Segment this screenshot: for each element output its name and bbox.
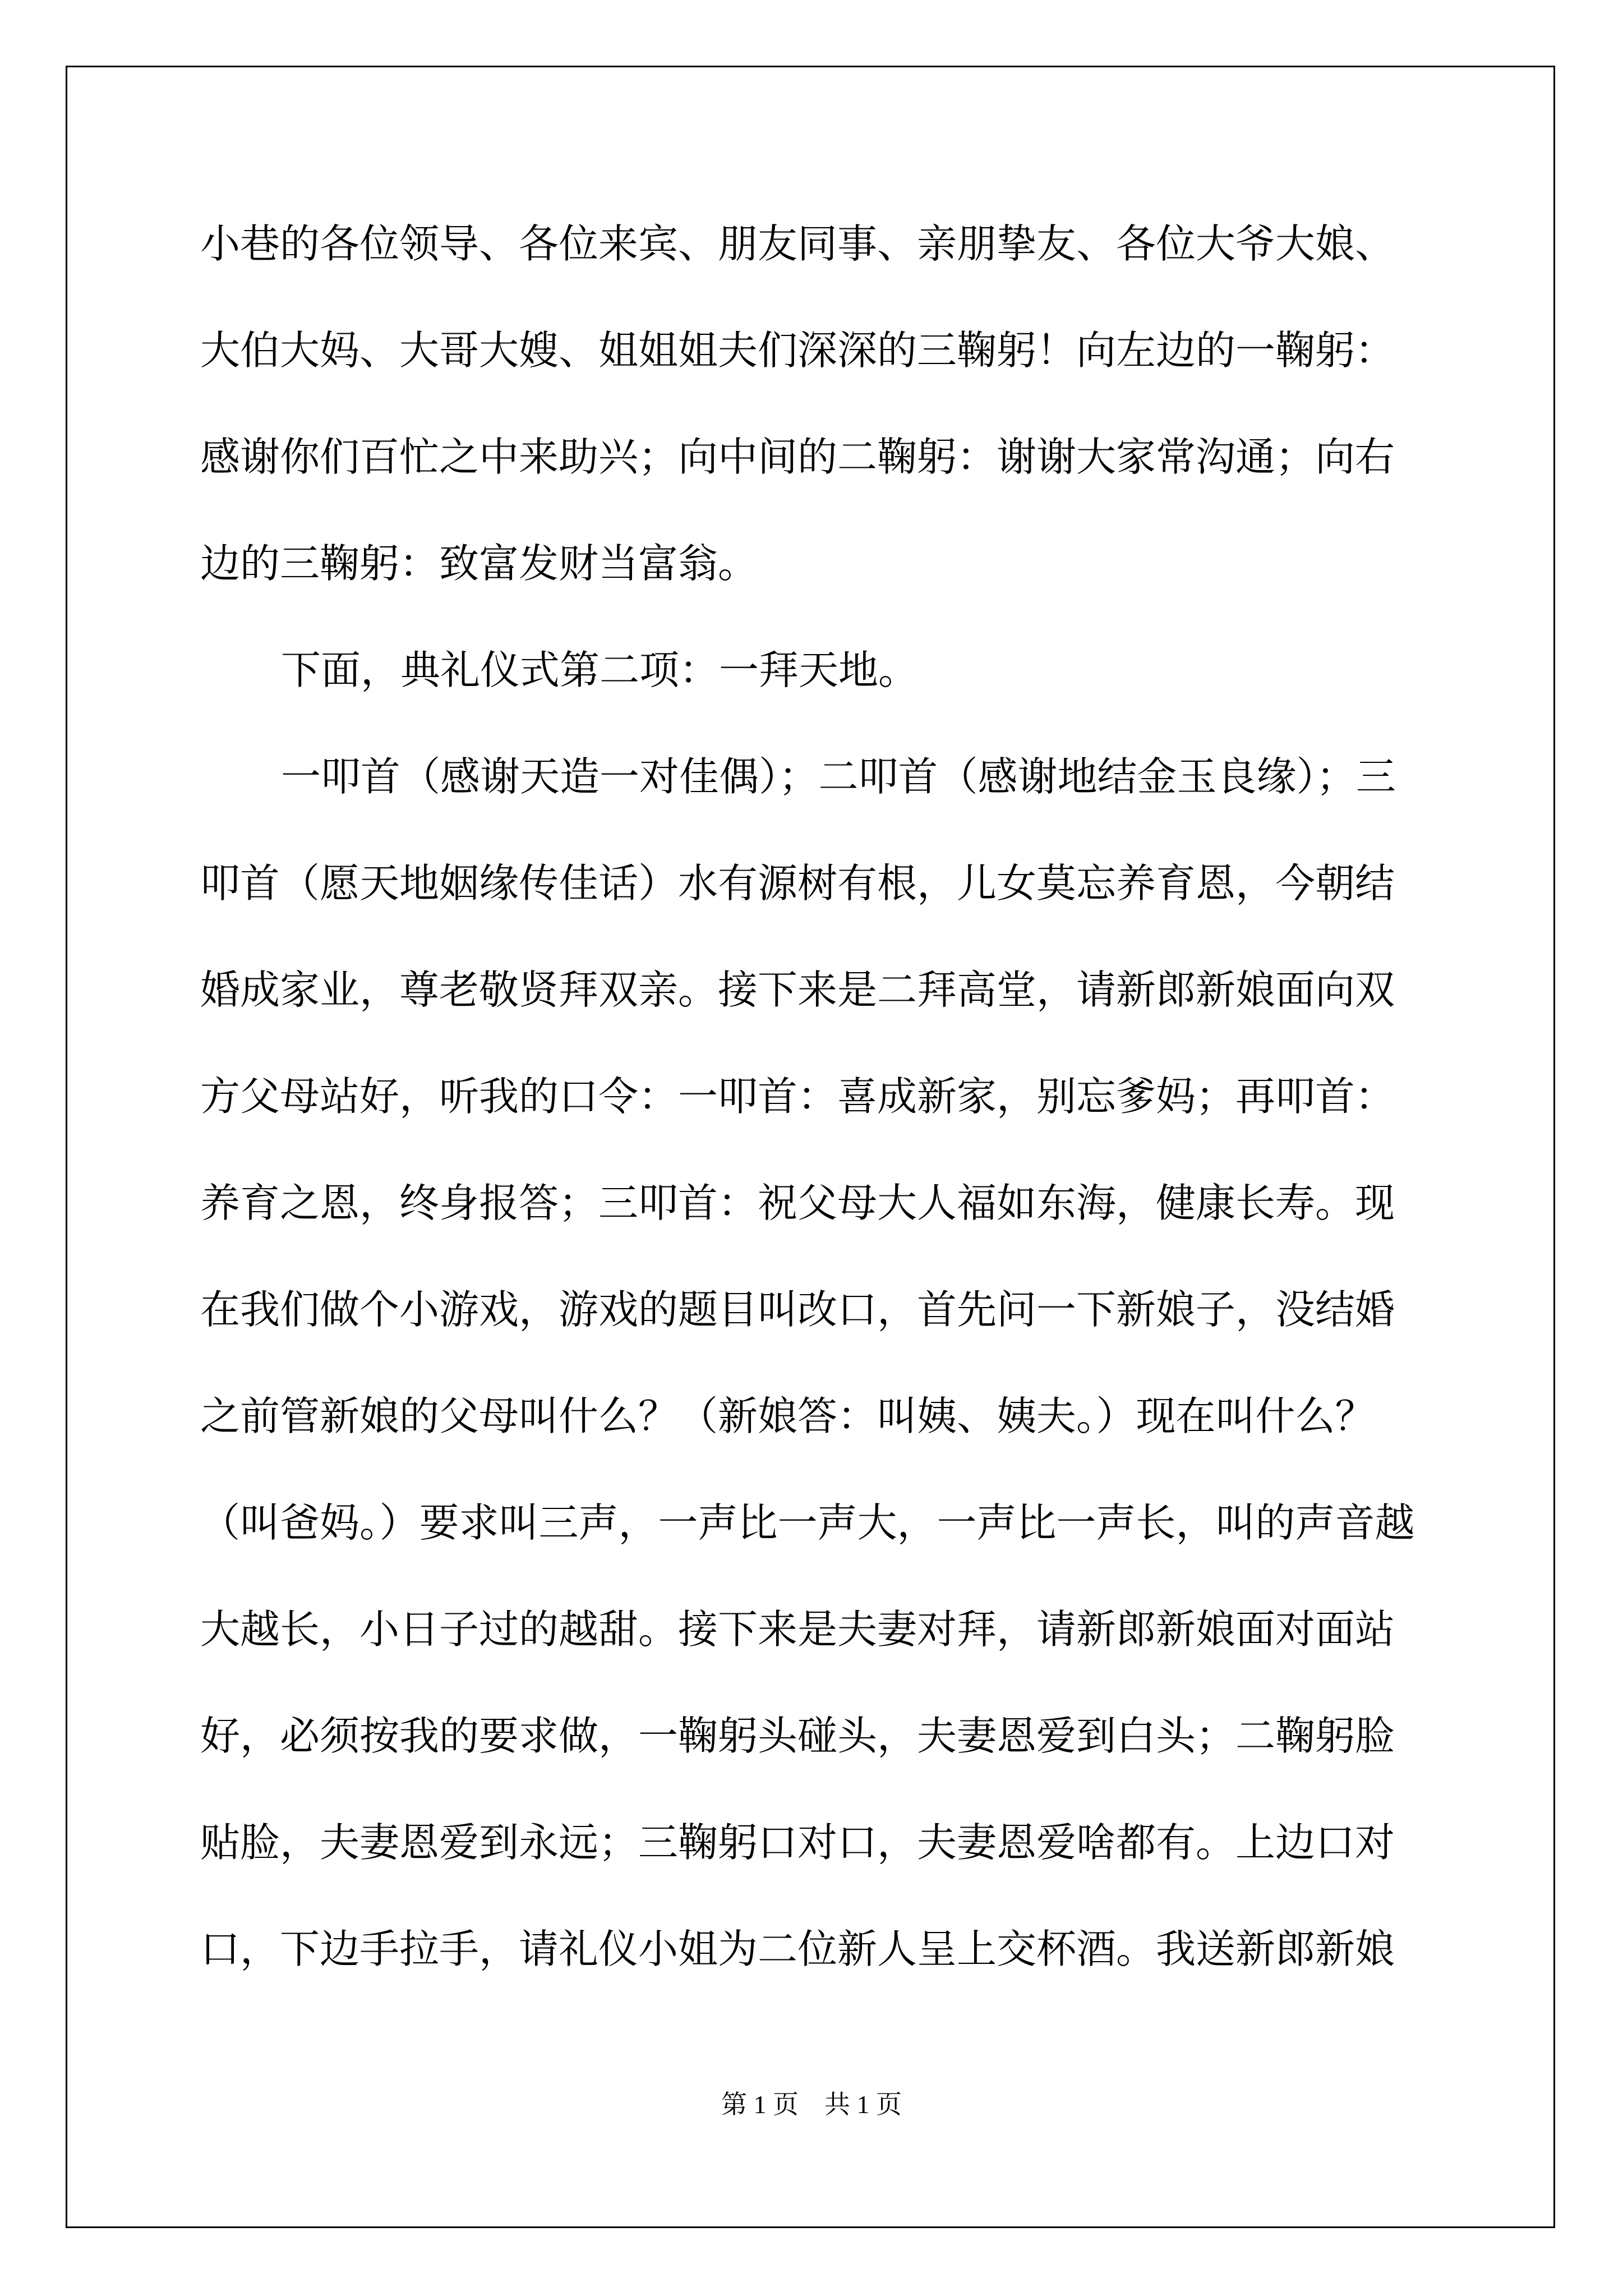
- text-line: 好，必须按我的要求做，一鞠躬头碰头，夫妻恩爱到白头；二鞠躬脸: [200, 1713, 1395, 1759]
- text-line: 之前管新娘的父母叫什么？（新娘答：叫姨、姨夫。）现在叫什么？: [200, 1393, 1375, 1439]
- text-line: 大伯大妈、大哥大嫂、姐姐姐夫们深深的三鞠躬！向左边的一鞠躬：: [200, 327, 1395, 374]
- text-line: 下面，典礼仪式第二项：一拜天地。: [281, 647, 919, 693]
- text-line: 边的三鞠躬：致富发财当富翁。: [200, 540, 758, 587]
- text-line: 一叩首（感谢天造一对佳偶）；二叩首（感谢地结金玉良缘）；三: [281, 753, 1396, 800]
- text-line: 养育之恩，终身报答；三叩首：祝父母大人福如东海，健康长寿。现: [200, 1180, 1395, 1226]
- text-line: 在我们做个小游戏，游戏的题目叫改口，首先问一下新娘子，没结婚: [200, 1286, 1395, 1333]
- document-body: [200, 213, 1428, 2025]
- page-number-footer: 第 1 页 共 1 页: [721, 2090, 902, 2119]
- text-line: 小巷的各位领导、各位来宾、朋友同事、亲朋挚友、各位大爷大娘、: [200, 220, 1395, 267]
- text-line: （叫爸妈。）要求叫三声，一声比一声大，一声比一声长，叫的声音越: [200, 1499, 1415, 1546]
- text-line: 贴脸，夫妻恩爱到永远；三鞠躬口对口，夫妻恩爱啥都有。上边口对: [200, 1819, 1395, 1866]
- text-line: 大越长，小日子过的越甜。接下来是夫妻对拜，请新郎新娘面对面站: [200, 1606, 1395, 1653]
- text-line: 方父母站好，听我的口令：一叩首：喜成新家，别忘爹妈；再叩首：: [200, 1073, 1395, 1120]
- text-line: 口，下边手拉手，请礼仪小姐为二位新人呈上交杯酒。我送新郎新娘: [200, 1926, 1395, 1972]
- text-line: 感谢你们百忙之中来助兴；向中间的二鞠躬：谢谢大家常沟通；向右: [200, 434, 1395, 480]
- text-line: 婚成家业，尊老敬贤拜双亲。接下来是二拜高堂，请新郎新娘面向双: [200, 967, 1395, 1013]
- text-line: 叩首（愿天地姻缘传佳话）水有源树有根，儿女莫忘养育恩，今朝结: [200, 860, 1395, 907]
